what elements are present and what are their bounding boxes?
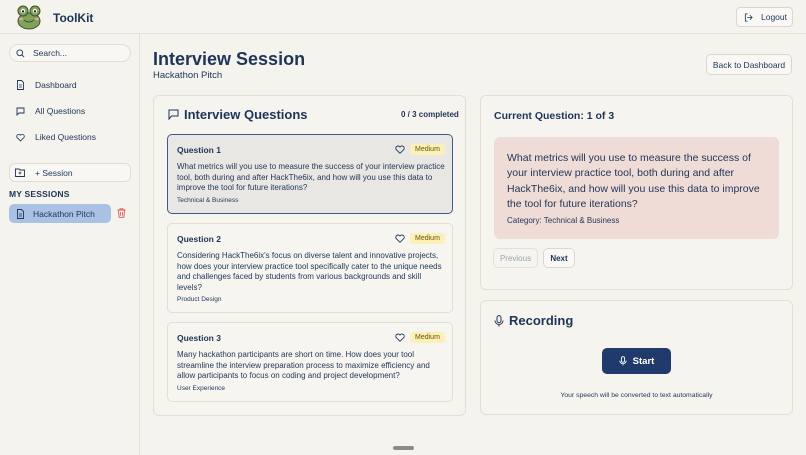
difficulty-badge: Medium	[410, 332, 445, 343]
sidebar-item-dashboard[interactable]	[16, 80, 77, 90]
start-recording-button[interactable]	[602, 348, 671, 374]
logout-label: Logout	[761, 12, 787, 22]
back-to-dashboard-button[interactable]: Back to Dashboard	[706, 54, 792, 75]
current-question-title: Current Question: 1 of 3	[494, 110, 615, 122]
search-box[interactable]	[9, 44, 131, 62]
question-card[interactable]	[167, 223, 453, 313]
page-subtitle: Hackathon Pitch	[153, 70, 223, 81]
recording-title-label: Recording	[509, 313, 574, 328]
top-bar	[0, 0, 806, 34]
question-number: Question 2	[177, 234, 221, 244]
frog-logo-icon	[14, 4, 44, 30]
heart-icon[interactable]	[395, 234, 405, 243]
sidebar-item-label: Dashboard	[35, 80, 77, 90]
document-icon	[16, 80, 25, 90]
page-title: Interview Session	[153, 49, 306, 69]
question-number: Question 3	[177, 333, 221, 343]
sidebar-item-label: Liked Questions	[35, 132, 96, 142]
heart-icon	[16, 133, 25, 142]
sidebar	[0, 34, 140, 455]
folder-plus-icon	[15, 168, 25, 177]
search-icon	[16, 49, 25, 58]
questions-panel-title	[168, 107, 308, 122]
recording-title	[494, 313, 573, 328]
search-input[interactable]	[33, 48, 123, 58]
logout-button[interactable]	[736, 7, 793, 27]
document-icon	[16, 209, 25, 219]
current-question-box	[494, 137, 779, 239]
session-item-hackathon-pitch[interactable]	[9, 204, 111, 223]
next-button[interactable]: Next	[543, 248, 575, 268]
chat-icon	[16, 107, 25, 116]
question-card[interactable]	[167, 322, 453, 402]
my-sessions-heading: MY SESSIONS	[9, 189, 70, 199]
heart-icon[interactable]	[395, 333, 405, 342]
sidebar-item-liked-questions[interactable]	[16, 132, 96, 142]
question-category: Technical & Business	[177, 197, 239, 204]
questions-title-label: Interview Questions	[184, 107, 308, 122]
scroll-handle[interactable]	[393, 446, 414, 450]
trash-icon[interactable]	[117, 208, 126, 218]
progress-count: 0 / 3 completed	[401, 110, 459, 119]
new-session-button[interactable]	[9, 163, 131, 182]
session-item-label: Hackathon Pitch	[33, 208, 95, 219]
question-text: Considering HackThe6ix's focus on diverse talent and innovative projects, how does your interview practice tool specifically cater to the unique needs and challenges faced by students from various backgrounds and skill levels?	[177, 251, 442, 292]
chat-icon	[168, 109, 179, 120]
question-category: User Experience	[177, 385, 226, 392]
question-text: Many hackathon participants are short on time. How does your tool streamline the interview preparation process to maximize efficiency and allow participants to focus on coding and project development?	[177, 350, 430, 381]
previous-button[interactable]: Previous	[493, 248, 538, 268]
microphone-icon	[619, 356, 627, 366]
sidebar-item-all-questions[interactable]	[16, 106, 85, 116]
microphone-icon	[494, 315, 504, 327]
question-text: What metrics will you use to measure the success of your interview practice tool, both during and after HackThe6ix, and how will you use this data to improve the tool for future iterations?	[177, 162, 445, 193]
app-brand: ToolKit	[53, 11, 94, 25]
question-category: Product Design	[177, 296, 222, 303]
heart-icon[interactable]	[395, 145, 405, 154]
question-card[interactable]	[167, 134, 453, 214]
recording-note: Your speech will be converted to text automatically	[560, 392, 713, 399]
current-question-category: Category: Technical & Business	[507, 216, 620, 225]
new-session-label: + Session	[35, 167, 73, 178]
start-label: Start	[632, 355, 655, 367]
difficulty-badge: Medium	[410, 144, 445, 155]
question-number: Question 1	[177, 145, 221, 155]
difficulty-badge: Medium	[410, 233, 445, 244]
sidebar-item-label: All Questions	[35, 106, 86, 116]
current-question-text: What metrics will you use to measure the success of your interview practice tool, both during and after HackThe6ix, and how will you use this data to improve the tool for future iterations?	[507, 152, 760, 211]
logout-icon	[744, 13, 753, 22]
